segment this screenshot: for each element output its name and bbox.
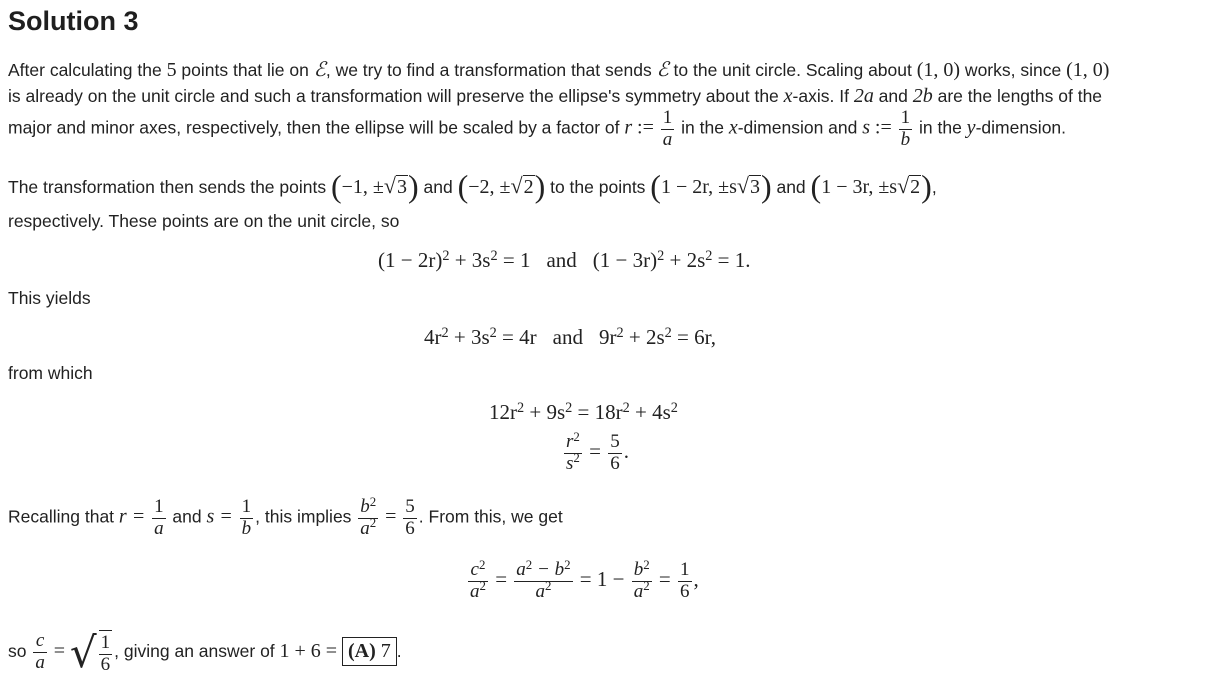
para1-line3	[8, 108, 1066, 150]
sqrt-3: √3	[383, 173, 407, 198]
answer-box: (A) 7	[342, 637, 397, 666]
recall-line: Recalling that r = $\frac{1}{a}$ and s = $\frac{1}{b}$ , this implies $\frac{b^2}{a^2}$ = $\frac{5}{6}$ . From this, we get	[8, 493, 563, 539]
text: to the unit circle. Scaling about	[668, 60, 917, 80]
math-point-4: 1 − 3r, ±s	[821, 176, 898, 198]
text: , we try to find a transformation that sends	[325, 60, 657, 80]
sqrt-3: √3	[736, 173, 760, 198]
text: in the	[676, 117, 729, 138]
and-word: and	[552, 325, 583, 349]
text: The transformation then sends the points	[8, 177, 331, 197]
text: -dimension.	[975, 117, 1067, 138]
final-line: so $\frac{c}{a}$ = √ $\frac{1}{6}$ , giving an answer of 1 + 6 = (A) 7 .	[8, 628, 402, 677]
math-point: (1, 0)	[1066, 59, 1110, 81]
math-point: (1, 0)	[916, 59, 961, 81]
fraction-a2-minus-b2-over-a2: $\frac{a^2 - b^2}{a^2}$	[516, 556, 571, 602]
text: -dimension and	[737, 117, 863, 138]
text: ,	[931, 177, 937, 197]
paren-open: (	[330, 168, 342, 204]
fraction-1-over-a: $\frac{1}{a}$	[154, 496, 164, 539]
paren-close: )	[534, 168, 546, 204]
math-y: y	[966, 116, 976, 139]
paren-close: )	[407, 168, 419, 204]
math-point-2: −2, ±	[468, 176, 511, 198]
text: works, since	[960, 60, 1067, 80]
math-ellipse-symbol: ℰ	[313, 59, 326, 81]
fraction-1-over-b: $\frac{1}{b}$	[900, 107, 911, 150]
equation-expanded: $4r^2 + 3s^2 = 4r$ and $9r^2 + 2s^2 = 6r$,	[424, 324, 717, 349]
para2-line2: respectively. These points are on the unit circle, so	[8, 211, 400, 231]
fraction-1-over-a: $\frac{1}{a}$	[662, 107, 673, 150]
text: to the points	[545, 177, 651, 197]
math-s: s	[862, 116, 871, 139]
text: and	[873, 86, 913, 106]
fraction-5-6: $\frac{5}{6}$	[610, 431, 620, 474]
text: After calculating the	[8, 60, 167, 80]
para1-line2	[8, 85, 1102, 108]
yields-text: This yields	[8, 288, 91, 308]
para1-line1	[8, 57, 1109, 82]
math-defeq: :=	[637, 116, 654, 139]
equation-combined: $12r^2 + 9s^2 = 18r^2 + 4s^2$	[489, 399, 678, 424]
paren-open: (	[810, 168, 822, 204]
text: is already on the unit circle and such a transformation will preserve the ellipse's symmetry about the	[8, 86, 784, 106]
math-five: 5	[166, 59, 177, 81]
text: and	[418, 177, 458, 197]
and-word: and	[546, 248, 577, 272]
math-x: x	[728, 116, 738, 139]
math-defeq: :=	[874, 116, 892, 139]
fraction-5-6: $\frac{5}{6}$	[405, 496, 415, 539]
fraction-c2-a2: $\frac{c^2}{a^2}$	[470, 556, 486, 602]
sqrt-2: √2	[510, 173, 534, 198]
sqrt-2: √2	[897, 173, 921, 198]
from-which-text: from which	[8, 363, 93, 383]
solution-heading: Solution 3	[8, 6, 139, 36]
equation-unit-circle: $(1 - 2r)^2 + 3s^2 = 1$ and $(1 - 3r)^2 + 2s^2 = 1$.	[378, 247, 751, 272]
math-point-1: −1, ±	[341, 176, 384, 198]
fraction-1-over-b: $\frac{1}{b}$	[241, 496, 252, 539]
text: in the	[914, 117, 967, 138]
math-2b: 2b	[912, 85, 933, 107]
paren-open: (	[457, 168, 469, 204]
text: points that lie on	[176, 60, 314, 80]
sqrt-one-sixth: √ $\frac{1}{6}$	[69, 628, 111, 677]
fraction-b2-a2: $\frac{b^2}{a^2}$	[633, 556, 650, 602]
fraction-1-6: $\frac{1}{6}$	[680, 559, 690, 602]
text: and	[771, 177, 811, 197]
math-point-3: 1 − 2r, ±s	[660, 176, 737, 198]
para2-line1	[8, 168, 937, 205]
text: are the lengths of the	[932, 86, 1103, 106]
fraction-r2-s2: $\frac{r^2}{s^2}$	[566, 428, 580, 474]
fraction-b2-a2: $\frac{b^2}{a^2}$	[360, 493, 377, 539]
paren-open: (	[650, 168, 661, 204]
math-x: x	[783, 85, 793, 107]
paren-close: )	[760, 168, 772, 204]
paren-close: )	[921, 168, 932, 204]
equation-ratio: $\frac{r^2}{s^2}$ = $\frac{5}{6}$ .	[566, 428, 629, 474]
math-ellipse-symbol: ℰ	[656, 59, 669, 81]
text: major and minor axes, respectively, then the ellipse will be scaled by a factor of	[8, 117, 625, 138]
math-2a: 2a	[853, 85, 874, 107]
math-r: r	[624, 116, 633, 139]
equation-eccentricity: $\frac{c^2}{a^2}$ = $\frac{a^2 - b^2}{a^2}$ = 1 − $\frac{b^2}{a^2}$ = $\frac{1}{6}$ ,	[470, 556, 699, 602]
text: -axis. If	[792, 86, 854, 106]
fraction-c-over-a: $\frac{c}{a}$	[35, 630, 45, 673]
